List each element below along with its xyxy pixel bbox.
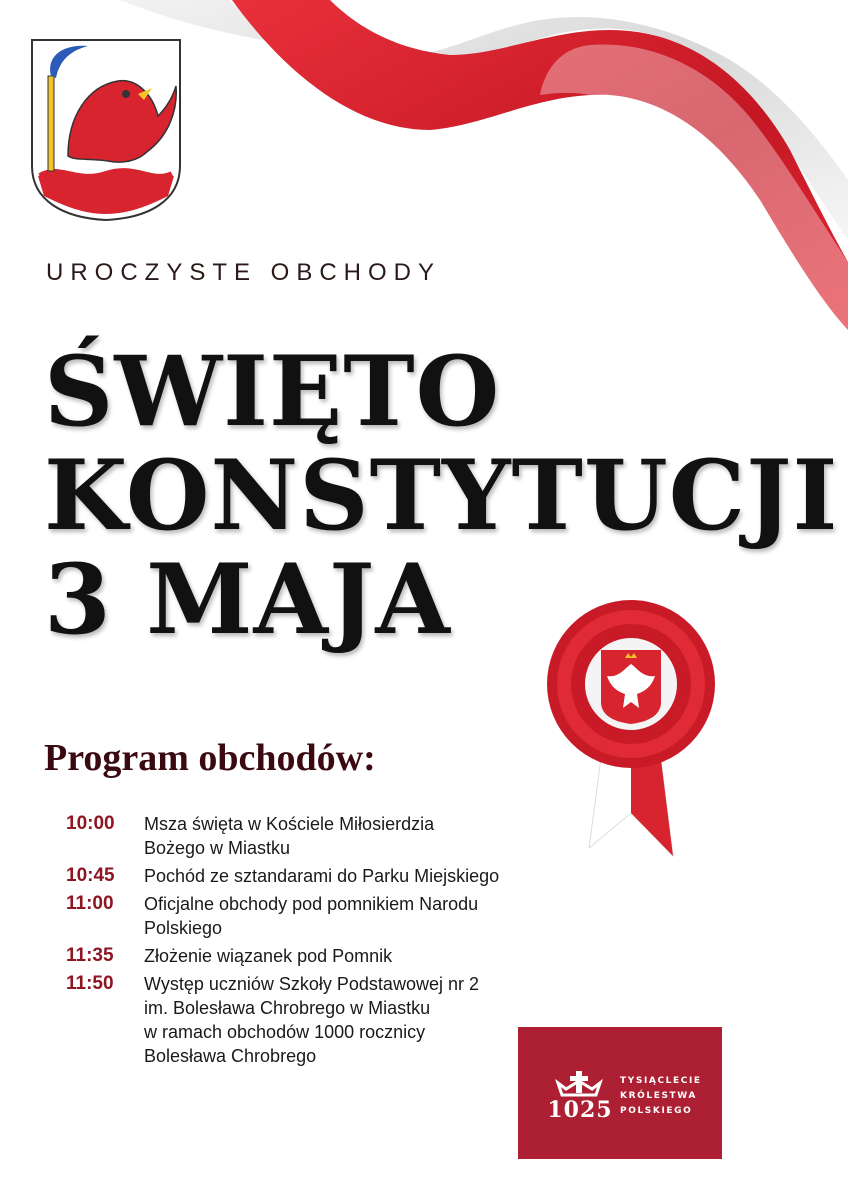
item-text: Występ uczniów Szkoły Podstawowej nr 2 im. Bolesława Chrobrego w Miastku w ramach obchodów 1000 rocznicy Bolesława Chrobrego xyxy=(144,974,479,1066)
badge-line: TYSIĄCLECIE xyxy=(620,1076,702,1086)
item-time: 11:50 xyxy=(66,973,114,994)
list-item xyxy=(66,892,586,940)
subtitle: UROCZYSTE OBCHODY xyxy=(46,259,442,286)
griffin-coat-of-arms-icon xyxy=(28,36,184,222)
page-title xyxy=(44,335,839,656)
crown-cross-icon xyxy=(552,1069,606,1099)
item-text: Złożenie wiązanek pod Pomnik xyxy=(144,946,393,966)
item-text: Msza święta w Kościele Miłosierdzia Bożego w Miastku xyxy=(144,814,435,858)
title-line: 3 MAJA xyxy=(44,543,451,656)
list-item xyxy=(66,864,586,888)
item-text: Oficjalne obchody pod pomnikiem Narodu Polskiego xyxy=(144,894,479,938)
millennium-badge xyxy=(518,1027,722,1159)
item-text: Pochód ze sztandarami do Parku Miejskiego xyxy=(144,866,500,886)
item-time: 11:35 xyxy=(66,945,114,966)
list-item xyxy=(66,812,586,860)
badge-year: 1025 xyxy=(547,1097,613,1123)
title-line: ŚWIĘTO xyxy=(44,335,501,448)
title-line: KONSTYTUCJI xyxy=(44,439,839,552)
program-heading: Program obchodów: xyxy=(44,737,376,779)
schedule-list xyxy=(66,812,586,1072)
badge-text xyxy=(620,1074,702,1119)
list-item xyxy=(66,972,586,1068)
badge-line: KRÓLESTWA xyxy=(620,1091,697,1101)
item-time: 11:00 xyxy=(66,893,114,914)
item-time: 10:45 xyxy=(66,865,115,886)
item-time: 10:00 xyxy=(66,813,115,834)
badge-line: POLSKIEGO xyxy=(620,1106,693,1116)
list-item xyxy=(66,944,586,968)
